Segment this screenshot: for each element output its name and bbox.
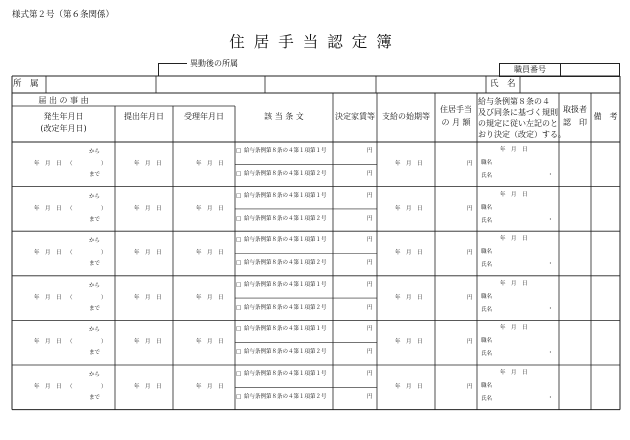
paren-open: （ <box>67 250 73 257</box>
occurrence-date-text: 年 月 日 <box>34 384 62 390</box>
decision-date-text: 年 月 日 <box>500 370 528 376</box>
article-checkbox-1: □ <box>236 192 242 199</box>
monthly-yen: 円 <box>467 161 473 167</box>
payment-start-text: 年 月 日 <box>395 250 423 257</box>
rent-field-1[interactable] <box>333 276 377 298</box>
paren-open: （ <box>67 161 73 167</box>
article-checkbox-2: □ <box>236 349 242 356</box>
rent-field-2[interactable] <box>333 254 377 276</box>
payment-start-field[interactable] <box>377 187 435 232</box>
position-label: 職名 <box>481 293 493 300</box>
rent-yen-2: 円 <box>367 215 373 222</box>
submission-date-field[interactable] <box>115 276 173 321</box>
paren-close: ） <box>101 339 107 346</box>
position-label: 職名 <box>481 249 493 256</box>
header-monthly-amount-line1: 住居手当 <box>440 105 472 114</box>
person-name-label: 氏名 <box>481 351 493 358</box>
occurrence-date-text: 年 月 日 <box>34 294 62 301</box>
rent-yen-1: 円 <box>367 326 373 333</box>
article-checkbox-1: □ <box>236 237 242 244</box>
receipt-date-field[interactable] <box>173 231 235 276</box>
handler-seal-field[interactable] <box>559 187 591 232</box>
monthly-yen: 円 <box>467 294 473 301</box>
position-label: 職名 <box>481 383 493 389</box>
person-name-label: 氏名 <box>481 262 493 269</box>
submission-date-text: 年 月 日 <box>134 384 162 390</box>
receipt-date-text: 年 月 日 <box>196 161 224 167</box>
article-checkbox-2: □ <box>236 304 242 311</box>
rent-yen-2: 円 <box>367 260 373 267</box>
paren-open: （ <box>67 384 73 390</box>
payment-start-field[interactable] <box>377 276 435 321</box>
article-2: 給与条例第８条の４第１項第２号 <box>244 349 327 356</box>
rent-field-2[interactable] <box>333 298 377 320</box>
position-label: 職名 <box>481 338 493 345</box>
monthly-amount-field[interactable] <box>435 187 477 232</box>
rent-yen-1: 円 <box>367 281 373 288</box>
from-label: から <box>89 372 101 378</box>
article-1: 給与条例第８条の４第１項第１号 <box>244 371 327 377</box>
paren-open: （ <box>67 294 73 301</box>
name-field[interactable] <box>520 76 620 93</box>
staff-number-label: 職員番号 <box>499 63 561 77</box>
person-name-label: 氏名 <box>481 396 493 402</box>
page-title: 住居手当認定簿 <box>229 33 401 51</box>
receipt-date-text: 年 月 日 <box>196 294 224 301</box>
occurrence-date-field[interactable] <box>12 231 115 276</box>
header-payment-start: 支給の始期等 <box>382 112 430 121</box>
receipt-date-text: 年 月 日 <box>196 205 224 212</box>
seal-dot: ･ <box>549 350 552 357</box>
receipt-date-field[interactable] <box>173 142 235 187</box>
rent-yen-2: 円 <box>367 171 373 177</box>
remarks-field[interactable] <box>591 365 620 410</box>
submission-date-field[interactable] <box>115 142 173 187</box>
submission-date-field[interactable] <box>115 231 173 276</box>
header-applicable-article: 該 当 条 文 <box>264 112 304 121</box>
paren-close: ） <box>101 161 107 167</box>
occurrence-date-text: 年 月 日 <box>34 161 62 167</box>
article-1: 給与条例第８条の４第１項第１号 <box>244 281 327 288</box>
occurrence-date-text: 年 月 日 <box>34 205 62 212</box>
article-1: 給与条例第８条の４第１項第１号 <box>244 326 327 333</box>
from-label: から <box>89 282 101 289</box>
from-label: から <box>89 327 101 334</box>
payment-start-field[interactable] <box>377 142 435 187</box>
article-checkbox-2: □ <box>236 171 242 177</box>
submission-date-field[interactable] <box>115 320 173 365</box>
paren-close: ） <box>101 205 107 212</box>
rent-field-1[interactable] <box>333 142 377 164</box>
header-handler-line1: 取扱者 <box>563 105 587 114</box>
article-2: 給与条例第８条の４第１項第２号 <box>244 260 327 267</box>
handler-seal-field[interactable] <box>559 365 591 410</box>
rent-yen-1: 円 <box>367 237 373 244</box>
handler-seal-field[interactable] <box>559 320 591 365</box>
until-label: まで <box>89 261 101 268</box>
payment-start-text: 年 月 日 <box>395 384 423 390</box>
article-2: 給与条例第８条の４第１項第２号 <box>244 304 327 311</box>
occurrence-date-field[interactable] <box>12 365 115 410</box>
header-decision-line3: の規定に従い左記のと <box>478 119 558 128</box>
rent-field-1[interactable] <box>333 365 377 387</box>
article-checkbox-1: □ <box>236 148 242 154</box>
monthly-yen: 円 <box>467 384 473 390</box>
article-1: 給与条例第８条の４第１項第１号 <box>244 192 327 199</box>
occurrence-date-text: 年 月 日 <box>34 250 62 257</box>
from-label: から <box>89 238 101 245</box>
decision-date-text: 年 月 日 <box>500 280 528 287</box>
paren-close: ） <box>101 250 107 257</box>
rent-field-1[interactable] <box>333 231 377 253</box>
monthly-yen: 円 <box>467 205 473 212</box>
article-1: 給与条例第８条の４第１項第１号 <box>244 148 327 154</box>
position-label: 職名 <box>481 204 493 211</box>
occurrence-date-field[interactable] <box>12 320 115 365</box>
submission-date-text: 年 月 日 <box>134 339 162 346</box>
receipt-date-field[interactable] <box>173 365 235 410</box>
decision-date-text: 年 月 日 <box>500 236 528 243</box>
name-label: 氏 名 <box>490 79 516 89</box>
header-submission-date: 提出年月日 <box>124 112 164 121</box>
until-label: まで <box>89 395 101 401</box>
until-label: まで <box>89 305 101 312</box>
remarks-field[interactable] <box>591 320 620 365</box>
payment-start-text: 年 月 日 <box>395 294 423 301</box>
article-checkbox-1: □ <box>236 326 242 333</box>
remarks-field[interactable] <box>591 142 620 187</box>
affiliation-label: 所 属 <box>13 79 39 89</box>
rent-field-1[interactable] <box>333 187 377 209</box>
affiliation-field[interactable] <box>46 76 486 93</box>
seal-dot: ･ <box>549 395 552 401</box>
article-checkbox-2: □ <box>236 260 242 267</box>
from-label: から <box>89 193 101 200</box>
rent-yen-1: 円 <box>367 371 373 377</box>
header-remarks: 備 考 <box>593 112 618 121</box>
paren-open: （ <box>67 205 73 212</box>
paren-close: ） <box>101 294 107 301</box>
article-1: 給与条例第８条の４第１項第１号 <box>244 237 327 244</box>
rent-yen-1: 円 <box>367 192 373 199</box>
position-label: 職名 <box>481 160 493 166</box>
rent-yen-2: 円 <box>367 349 373 356</box>
decision-date-text: 年 月 日 <box>500 325 528 332</box>
monthly-amount-field[interactable] <box>435 365 477 410</box>
submission-date-text: 年 月 日 <box>134 250 162 257</box>
handler-seal-field[interactable] <box>559 276 591 321</box>
header-occurrence-date-note: (改定年月日) <box>40 124 87 133</box>
header-reason: 届 出 の 事 由 <box>38 96 89 105</box>
seal-dot: ･ <box>549 216 552 223</box>
header-decision-line4: おり決定（改定）する。 <box>478 130 566 139</box>
seal-dot: ･ <box>549 305 552 312</box>
article-checkbox-2: □ <box>236 215 242 222</box>
occurrence-date-field[interactable] <box>12 276 115 321</box>
submission-date-text: 年 月 日 <box>134 205 162 212</box>
monthly-amount-field[interactable] <box>435 320 477 365</box>
submission-date-text: 年 月 日 <box>134 294 162 301</box>
article-checkbox-1: □ <box>236 281 242 288</box>
handler-seal-field[interactable] <box>559 142 591 187</box>
monthly-yen: 円 <box>467 339 473 346</box>
person-name-label: 氏名 <box>481 306 493 313</box>
decision-date-text: 年 月 日 <box>500 147 528 153</box>
submission-date-text: 年 月 日 <box>134 161 162 167</box>
rent-field-1[interactable] <box>333 320 377 342</box>
until-label: まで <box>89 172 101 178</box>
monthly-amount-field[interactable] <box>435 231 477 276</box>
article-2: 給与条例第８条の４第１項第２号 <box>244 215 327 222</box>
rent-field-2[interactable] <box>333 343 377 365</box>
payment-start-text: 年 月 日 <box>395 339 423 346</box>
header-handler-line2: 認 印 <box>563 118 587 127</box>
handler-seal-field[interactable] <box>559 231 591 276</box>
header-decided-rent: 決定家賃等 <box>335 112 375 121</box>
seal-dot: ･ <box>549 261 552 268</box>
occurrence-date-text: 年 月 日 <box>34 339 62 346</box>
decision-date-text: 年 月 日 <box>500 191 528 198</box>
header-monthly-amount-line2: の 月 額 <box>441 118 471 127</box>
rent-yen-2: 円 <box>367 304 373 311</box>
seal-dot: ･ <box>549 172 552 178</box>
occurrence-date-field[interactable] <box>12 142 115 187</box>
article-checkbox-1: □ <box>236 371 242 377</box>
person-name-label: 氏名 <box>481 217 493 224</box>
submission-date-field[interactable] <box>115 365 173 410</box>
rent-yen-2: 円 <box>367 394 373 400</box>
until-label: まで <box>89 350 101 357</box>
header-decision-line1: 給与条例第８条の４ <box>478 97 550 106</box>
article-checkbox-2: □ <box>236 394 242 400</box>
until-label: まで <box>89 216 101 223</box>
rent-yen-1: 円 <box>367 148 373 154</box>
monthly-amount-field[interactable] <box>435 276 477 321</box>
remarks-field[interactable] <box>591 276 620 321</box>
rent-field-2[interactable] <box>333 387 377 409</box>
rent-field-2[interactable] <box>333 209 377 231</box>
remarks-field[interactable] <box>591 231 620 276</box>
after-transfer-label: 異動後の所属 <box>190 59 238 68</box>
payment-start-field[interactable] <box>377 320 435 365</box>
submission-date-field[interactable] <box>115 187 173 232</box>
receipt-date-text: 年 月 日 <box>196 250 224 257</box>
remarks-field[interactable] <box>591 187 620 232</box>
paren-close: ） <box>101 384 107 390</box>
from-label: から <box>89 149 101 155</box>
paren-open: （ <box>67 339 73 346</box>
receipt-date-field[interactable] <box>173 187 235 232</box>
receipt-date-text: 年 月 日 <box>196 339 224 346</box>
receipt-date-text: 年 月 日 <box>196 384 224 390</box>
article-2: 給与条例第８条の４第１項第２号 <box>244 394 327 400</box>
occurrence-date-field[interactable] <box>12 187 115 232</box>
header-decision-line2: 及び同条に基づく規則 <box>478 108 558 117</box>
payment-start-field[interactable] <box>377 365 435 410</box>
receipt-date-field[interactable] <box>173 320 235 365</box>
monthly-amount-field[interactable] <box>435 142 477 187</box>
monthly-yen: 円 <box>467 250 473 257</box>
payment-start-text: 年 月 日 <box>395 161 423 167</box>
person-name-label: 氏名 <box>481 173 493 179</box>
header-receipt-date: 受理年月日 <box>184 112 224 121</box>
receipt-date-field[interactable] <box>173 276 235 321</box>
payment-start-text: 年 月 日 <box>395 205 423 212</box>
article-2: 給与条例第８条の４第１項第２号 <box>244 171 327 177</box>
header-occurrence-date: 発生年月日 <box>43 112 84 121</box>
rent-field-2[interactable] <box>333 164 377 186</box>
form-code: 様式第２号（第６条関係） <box>12 10 115 20</box>
payment-start-field[interactable] <box>377 231 435 276</box>
